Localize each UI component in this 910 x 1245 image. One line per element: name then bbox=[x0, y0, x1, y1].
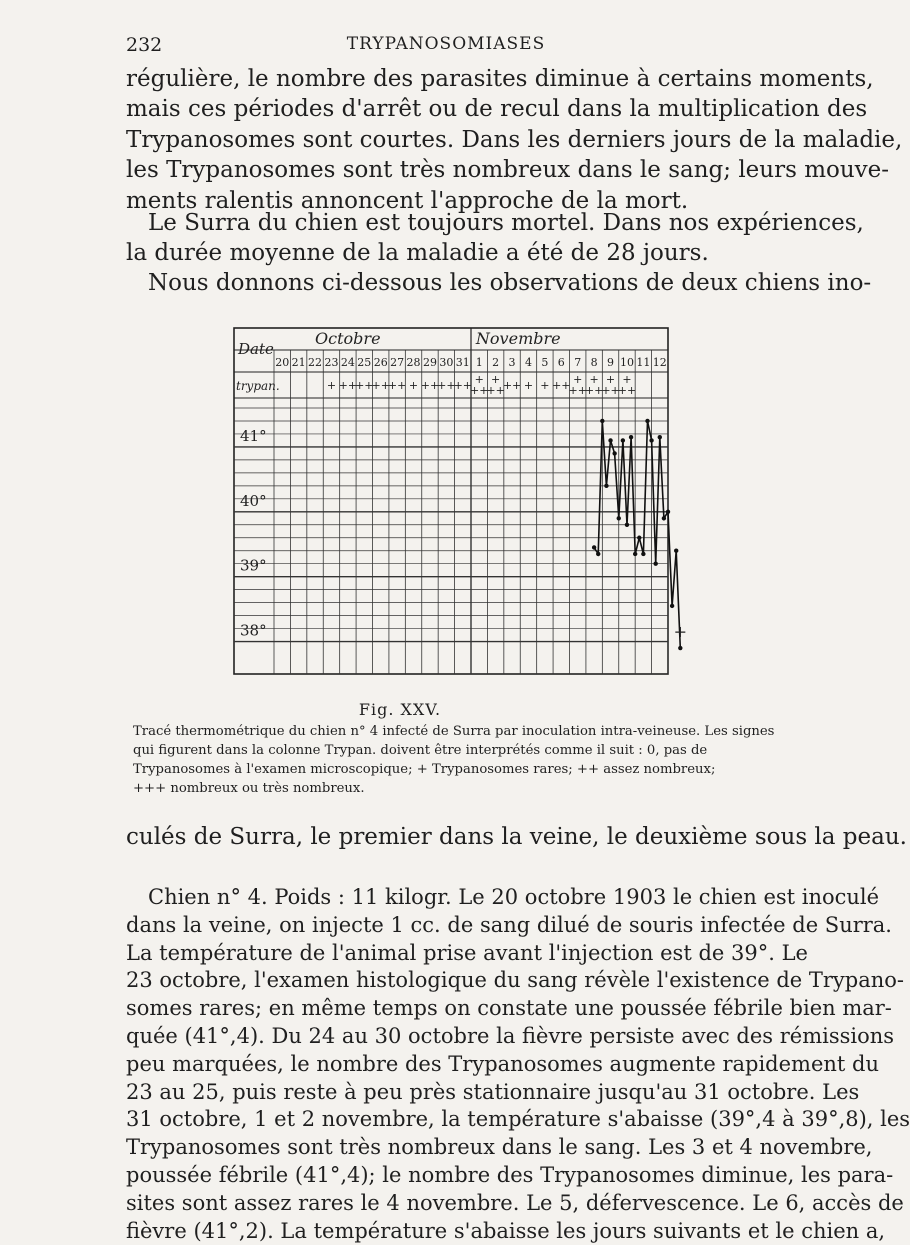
paragraph-3 bbox=[126, 268, 872, 298]
temperature-point bbox=[653, 562, 657, 566]
day-tick-label: 7 bbox=[574, 356, 582, 369]
day-tick-label: 9 bbox=[607, 356, 615, 369]
month-label-octobre: Octobre bbox=[315, 329, 381, 348]
paragraph-4 bbox=[126, 822, 907, 852]
trypan-row-label: trypan. bbox=[236, 379, 280, 393]
caption-line: qui figurent dans la colonne Trypan. doivent être interprétés comme il suit : 0, pas de bbox=[133, 743, 708, 758]
caption-line: +++ nombreux ou très nombreux. bbox=[133, 781, 365, 796]
day-tick-label: 22 bbox=[308, 356, 323, 369]
trypan-sign: + bbox=[491, 373, 501, 386]
day-tick-label: 1 bbox=[475, 356, 483, 369]
figure-label: Fig. XXV. bbox=[358, 700, 442, 719]
paragraph-2 bbox=[126, 208, 864, 269]
trypan-sign: ++ bbox=[338, 379, 358, 392]
day-tick-label: 10 bbox=[619, 356, 634, 369]
day-tick-label: 2 bbox=[492, 356, 500, 369]
day-tick-label: 3 bbox=[508, 356, 516, 369]
text-line: somes rares; en même temps on constate une poussée fébrile bien mar- bbox=[126, 996, 892, 1021]
temperature-point bbox=[645, 419, 649, 423]
caption-line: Trypanosomes à l'examen microscopique; + Trypanosomes rares; ++ assez nombreux; bbox=[133, 762, 716, 777]
day-tick-label: 20 bbox=[275, 356, 290, 369]
figure-caption bbox=[133, 722, 775, 798]
temperature-point bbox=[604, 484, 608, 488]
trypan-sign: ++ bbox=[355, 379, 374, 392]
trypan-sign: ++ bbox=[601, 384, 620, 397]
temperature-point bbox=[637, 536, 641, 540]
trypan-sign: ++ bbox=[568, 384, 587, 397]
day-tick-label: 21 bbox=[291, 356, 306, 369]
trypan-sign: ++ bbox=[584, 384, 604, 397]
trypan-sign: ++ bbox=[502, 379, 522, 392]
trypan-sign: ++ bbox=[453, 379, 473, 392]
text-line: mais ces périodes d'arrêt ou de recul dans la multiplication des bbox=[126, 96, 868, 123]
day-tick-label: 27 bbox=[390, 356, 405, 369]
death-marker: + bbox=[673, 621, 688, 641]
text-line: Chien n° 4. Poids : 11 kilogr. Le 20 octobre 1903 le chien est inoculé bbox=[148, 885, 880, 909]
trypan-sign: ++ bbox=[469, 384, 489, 397]
text-line: les Trypanosomes sont très nombreux dans le sang; leurs mouve- bbox=[126, 157, 890, 184]
temperature-point bbox=[592, 545, 596, 549]
day-tick-label: 23 bbox=[324, 356, 339, 369]
trypan-sign: + bbox=[622, 373, 632, 386]
text-line: peu marquées, le nombre des Trypanosomes augmente rapidement du bbox=[126, 1051, 879, 1076]
trypan-sign: ++ bbox=[552, 379, 571, 392]
running-title: TRYPANOSOMIASES bbox=[346, 34, 546, 54]
text-line: sites sont assez rares le 4 novembre. Le 5, défervescence. Le 6, accès de bbox=[126, 1190, 904, 1215]
trypan-sign: + bbox=[408, 379, 419, 392]
text-line: La température de l'animal prise avant l'injection est de 39°. Le bbox=[126, 940, 808, 965]
temperature-point bbox=[641, 552, 645, 556]
temperature-point bbox=[658, 435, 662, 439]
page-number: 232 bbox=[126, 34, 163, 56]
day-tick-label: 24 bbox=[340, 356, 355, 369]
month-label-novembre: Novembre bbox=[475, 329, 561, 348]
day-tick-label: 29 bbox=[422, 356, 437, 369]
text-line: 23 au 25, puis reste à peu près stationnaire jusqu'au 31 octobre. Les bbox=[126, 1079, 860, 1104]
text-line: 23 octobre, l'examen histologique du sang révèle l'existence de Trypano- bbox=[126, 968, 905, 993]
text-line: Trypanosomes sont courtes. Dans les derniers jours de la maladie, bbox=[126, 126, 903, 153]
text-line: Trypanosomes sont très nombreux dans le sang. Les 3 et 4 novembre, bbox=[126, 1135, 873, 1160]
text-line: Nous donnons ci-dessous les observations de deux chiens ino- bbox=[148, 270, 872, 296]
text-line: Le Surra du chien est toujours mortel. Dans nos expériences, bbox=[148, 210, 864, 236]
chart-y-ticks bbox=[240, 427, 267, 640]
y-tick-label: 39° bbox=[240, 556, 267, 575]
trypan-sign: ++ bbox=[437, 379, 456, 392]
trypan-sign: + bbox=[326, 379, 337, 392]
temperature-point bbox=[670, 604, 674, 608]
day-tick-label: 5 bbox=[541, 356, 549, 369]
day-tick-label: 28 bbox=[406, 356, 421, 369]
date-row-label: Date bbox=[238, 340, 274, 358]
text-line: poussée fébrile (41°,4); le nombre des Trypanosomes diminue, les para- bbox=[126, 1162, 894, 1187]
trypan-sign: ++ bbox=[387, 379, 407, 392]
temperature-point bbox=[621, 438, 625, 442]
temperature-point bbox=[596, 552, 600, 556]
day-tick-label: 30 bbox=[439, 356, 454, 369]
temperature-chart bbox=[232, 326, 688, 691]
temperature-point bbox=[629, 435, 633, 439]
temperature-point bbox=[617, 516, 621, 520]
trypan-sign: + bbox=[589, 373, 599, 386]
day-tick-label: 26 bbox=[373, 356, 388, 369]
y-tick-label: 40° bbox=[240, 491, 267, 510]
temperature-point bbox=[649, 438, 653, 442]
trypan-sign: + bbox=[474, 373, 484, 386]
y-tick-label: 38° bbox=[240, 621, 267, 640]
trypan-sign: + bbox=[540, 379, 550, 392]
day-tick-label: 11 bbox=[636, 356, 651, 369]
temperature-point bbox=[633, 552, 637, 556]
temperature-point bbox=[612, 451, 616, 455]
caption-line: Tracé thermométrique du chien n° 4 infecté de Surra par inoculation intra-veineuse. Les signes bbox=[133, 724, 775, 739]
day-tick-label: 8 bbox=[590, 356, 598, 369]
paragraph-1 bbox=[126, 64, 903, 216]
day-tick-label: 6 bbox=[557, 356, 565, 369]
temperature-point bbox=[666, 510, 670, 514]
text-line: fièvre (41°,2). La température s'abaisse les jours suivants et le chien a, bbox=[126, 1218, 886, 1243]
temperature-point bbox=[662, 516, 666, 520]
trypan-sign: + bbox=[573, 373, 583, 386]
temperature-point bbox=[678, 646, 682, 650]
trypan-sign: + bbox=[605, 373, 616, 386]
temperature-point bbox=[608, 438, 612, 442]
trypan-sign: + bbox=[523, 379, 534, 392]
day-tick-label: 12 bbox=[652, 356, 667, 369]
paragraph-5 bbox=[126, 884, 910, 1245]
text-line: quée (41°,4). Du 24 au 30 octobre la fièvre persiste avec des rémissions bbox=[126, 1023, 895, 1048]
text-line: 31 octobre, 1 et 2 novembre, la température s'abaisse (39°,4 à 39°,8), les bbox=[126, 1107, 910, 1132]
trypan-sign: ++ bbox=[420, 379, 440, 392]
text-line: dans la veine, on injecte 1 cc. de sang dilué de souris infectée de Surra. bbox=[126, 912, 892, 937]
temperature-point bbox=[625, 523, 629, 527]
text-line: la durée moyenne de la maladie a été de 28 jours. bbox=[126, 240, 709, 267]
day-tick-label: 31 bbox=[455, 356, 470, 369]
trypan-sign: ++ bbox=[617, 384, 637, 397]
page-header bbox=[126, 34, 766, 60]
text-line: ments ralentis annoncent l'approche de la mort. bbox=[126, 187, 689, 214]
trypan-sign: ++ bbox=[486, 384, 505, 397]
day-tick-label: 4 bbox=[524, 356, 532, 369]
text-line: culés de Surra, le premier dans la veine, le deuxième sous la peau. bbox=[126, 824, 907, 850]
trypan-sign: ++ bbox=[371, 379, 390, 392]
text-line: régulière, le nombre des parasites diminue à certains moments, bbox=[126, 66, 874, 92]
temperature-point bbox=[674, 549, 678, 553]
y-tick-label: 41° bbox=[240, 426, 267, 445]
day-tick-label: 25 bbox=[357, 356, 372, 369]
temperature-point bbox=[600, 419, 604, 423]
